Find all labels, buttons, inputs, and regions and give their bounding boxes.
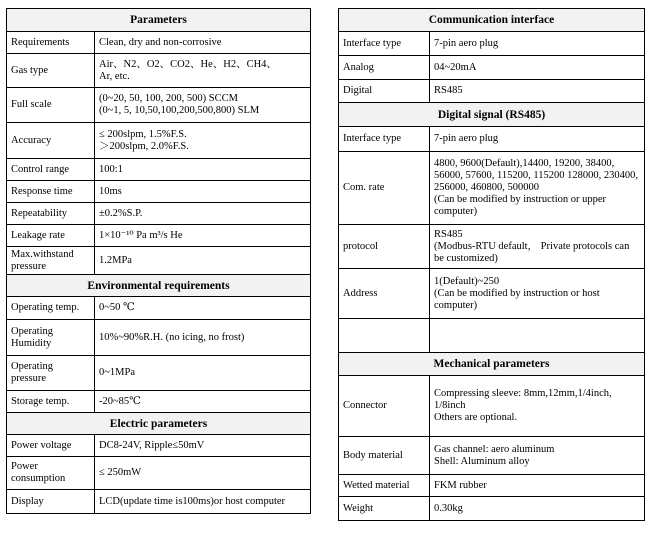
label-digital: Digital xyxy=(339,80,430,103)
label-connector: Connector xyxy=(339,376,430,437)
value-response-time xyxy=(95,181,311,203)
label-analog: Analog xyxy=(339,56,430,80)
table-row xyxy=(7,88,311,123)
value-leakage-rate xyxy=(95,225,311,247)
value-body-material xyxy=(430,437,645,475)
value-blank-4 xyxy=(430,319,645,353)
value-line: Compressing sleeve: 8mm,12mm,1/4inch, 1/8inch xyxy=(434,388,612,411)
label-full-scale: Full scale xyxy=(7,88,95,123)
value-interface-type xyxy=(430,32,645,56)
value-protocol xyxy=(430,225,645,269)
label-operating-humidity: Operating Humidity xyxy=(7,320,95,356)
table-row xyxy=(7,203,311,225)
value-wetted-material xyxy=(430,475,645,497)
section-header-row xyxy=(7,275,311,297)
label-weight: Weight xyxy=(339,497,430,521)
section-header-row xyxy=(339,103,645,127)
value-full-scale xyxy=(95,88,311,123)
value-line: Gas channel: aero aluminum xyxy=(434,443,555,455)
table-row xyxy=(7,391,311,413)
table-row xyxy=(7,247,311,275)
value-line: Others are optional. xyxy=(434,412,518,423)
value-power-consumption xyxy=(95,457,311,490)
label-power-voltage: Power voltage xyxy=(7,435,95,457)
value-power-voltage xyxy=(95,435,311,457)
value-operating-pressure xyxy=(95,356,311,391)
value-display xyxy=(95,490,311,514)
label-power-consumption: Power consumption xyxy=(7,457,95,490)
value-weight xyxy=(430,497,645,521)
value-line: DC8-24V, Ripple≤50mV xyxy=(99,439,205,451)
value-line: (0~20, 50, 100, 200, 500) SCCM xyxy=(99,93,238,104)
label-com-rate: Com. rate xyxy=(339,152,430,225)
label-body-material: Body material xyxy=(339,437,430,475)
table-row xyxy=(339,376,645,437)
value-line: (Can be modified by instruction or host computer) xyxy=(434,287,600,311)
section-header-row xyxy=(339,353,645,376)
value-connector xyxy=(430,376,645,437)
section-title-communication-interface: Communication interface xyxy=(339,9,645,32)
label-max-withstand-pressure: Max.withstand pressure xyxy=(7,247,95,275)
value-line: 0~50 ℃ xyxy=(99,302,135,313)
table-row xyxy=(7,320,311,356)
label-interface-type: Interface type xyxy=(339,127,430,152)
table-row xyxy=(7,356,311,391)
table-row xyxy=(339,269,645,319)
value-line: 100:1 xyxy=(99,163,123,175)
label-display: Display xyxy=(7,490,95,514)
section-title-parameters: Parameters xyxy=(7,9,311,32)
value-line: LCD(update time is100ms)or host computer xyxy=(99,495,286,507)
table-row xyxy=(7,457,311,490)
table-row xyxy=(7,123,311,159)
table-row xyxy=(339,56,645,80)
table-row xyxy=(339,319,645,353)
label-gas-type: Gas type xyxy=(7,54,95,88)
label-operating-temp: Operating temp. xyxy=(7,297,95,320)
value-line: ≤ 200slpm, 1.5%F.S. xyxy=(99,128,187,140)
value-line: Air、N2、O2、CO2、He、H2、CH4、 xyxy=(99,58,277,70)
value-line: 4800, 9600(Default),14400, 19200, 38400, 56000, 57600, 115200, 115200 128000, 230400, 256000, 460800, 500000 xyxy=(434,158,638,193)
value-operating-temp xyxy=(95,297,311,320)
value-line: ＞200slpm, 2.0%F.S. xyxy=(99,140,189,152)
value-line: 0~1MPa xyxy=(99,367,136,378)
value-accuracy xyxy=(95,123,311,159)
value-line: Clean, dry and non-corrosive xyxy=(99,36,222,48)
section-title-mechanical-parameters: Mechanical parameters xyxy=(339,353,645,376)
table-row xyxy=(339,152,645,225)
label-protocol: protocol xyxy=(339,225,430,269)
value-control-range xyxy=(95,159,311,181)
table-row xyxy=(7,181,311,203)
parameters-table xyxy=(6,8,311,514)
value-storage-temp xyxy=(95,391,311,413)
value-line: 1.2MPa xyxy=(99,254,132,266)
label-requirements: Requirements xyxy=(7,32,95,54)
table-row xyxy=(339,475,645,497)
table-row xyxy=(7,159,311,181)
value-line: Ar, etc. xyxy=(99,70,130,82)
table-row xyxy=(339,80,645,103)
value-line: -20~85℃ xyxy=(99,395,141,407)
table-row xyxy=(339,225,645,269)
value-line: 10ms xyxy=(99,185,122,197)
section-title-electric-parameters: Electric parameters xyxy=(7,413,311,435)
value-line: (Can be modified by instruction or upper computer) xyxy=(434,194,607,217)
table-row xyxy=(7,225,311,247)
value-interface-type xyxy=(430,127,645,152)
table-row xyxy=(339,32,645,56)
value-line: RS485 xyxy=(434,85,463,96)
table-row xyxy=(7,297,311,320)
label-leakage-rate: Leakage rate xyxy=(7,225,95,247)
value-line: 04~20mA xyxy=(434,61,477,73)
label-blank-4 xyxy=(339,319,430,353)
section-header-row xyxy=(7,9,311,32)
table-row xyxy=(339,437,645,475)
value-line: 0.30kg xyxy=(434,502,463,514)
value-line: (Modbus-RTU default， Private protocols can be customized) xyxy=(434,240,630,264)
value-digital xyxy=(430,80,645,103)
value-line: (0~1, 5, 10,50,100,200,500,800) SLM xyxy=(99,105,260,116)
label-response-time: Response time xyxy=(7,181,95,203)
section-header-row xyxy=(7,413,311,435)
value-line: ≤ 250mW xyxy=(99,467,142,478)
label-interface-type: Interface type xyxy=(339,32,430,56)
value-line: 7-pin aero plug xyxy=(434,37,499,49)
value-line: 1(Default)~250 xyxy=(434,275,500,287)
value-operating-humidity xyxy=(95,320,311,356)
label-storage-temp: Storage temp. xyxy=(7,391,95,413)
value-address xyxy=(430,269,645,319)
value-analog xyxy=(430,56,645,80)
value-line: 10%~90%R.H. (no icing, no frost) xyxy=(99,331,245,343)
table-row xyxy=(7,32,311,54)
value-line: RS485 xyxy=(434,228,463,240)
section-header-row xyxy=(339,9,645,32)
section-title-digital-signal-rs485: Digital signal (RS485) xyxy=(339,103,645,127)
label-operating-pressure: Operating pressure xyxy=(7,356,95,391)
table-row xyxy=(7,54,311,88)
label-address: Address xyxy=(339,269,430,319)
value-line: Shell: Aluminum alloy xyxy=(434,455,530,467)
value-max-withstand-pressure xyxy=(95,247,311,275)
interface-table xyxy=(338,8,645,521)
label-wetted-material: Wetted material xyxy=(339,475,430,497)
label-control-range: Control range xyxy=(7,159,95,181)
table-row xyxy=(7,435,311,457)
value-repeatability xyxy=(95,203,311,225)
value-com-rate xyxy=(430,152,645,225)
table-row xyxy=(339,127,645,152)
value-line: 7-pin aero plug xyxy=(434,133,499,144)
value-line: FKM rubber xyxy=(434,479,487,491)
value-requirements xyxy=(95,32,311,54)
table-row xyxy=(7,490,311,514)
section-title-environmental-requirements: Environmental requirements xyxy=(7,275,311,297)
value-line: ±0.2%S.P. xyxy=(99,207,143,219)
label-repeatability: Repeatability xyxy=(7,203,95,225)
value-gas-type xyxy=(95,54,311,88)
label-accuracy: Accuracy xyxy=(7,123,95,159)
value-line: 1×10⁻¹⁰ Pa m³/s He xyxy=(99,229,183,241)
table-row xyxy=(339,497,645,521)
